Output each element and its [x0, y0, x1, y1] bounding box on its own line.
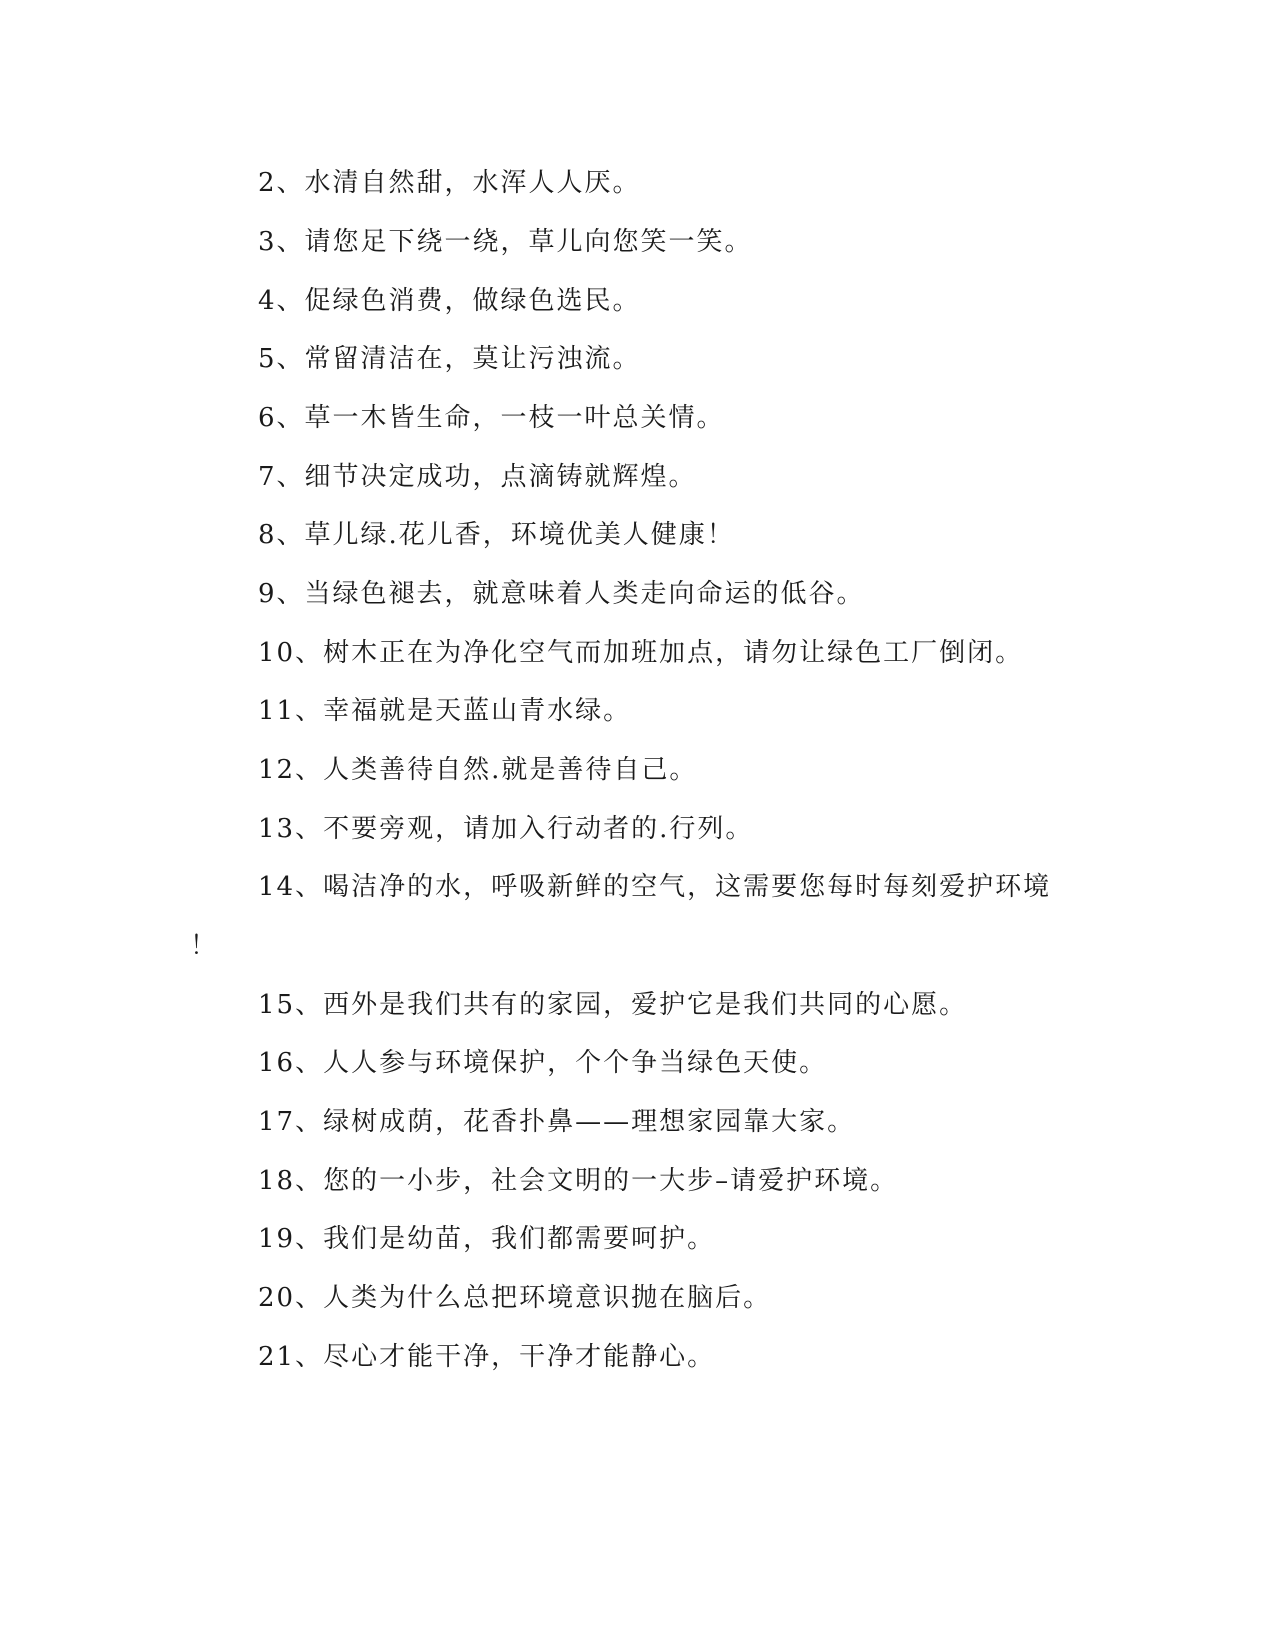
slogan-line-17: 17、绿树成荫，花香扑鼻——理想家园靠大家。 [258, 1107, 856, 1137]
slogan-line-10: 10、树木正在为净化空气而加班加点，请勿让绿色工厂倒闭。 [258, 638, 1024, 668]
slogan-line-16: 16、人人参与环境保护，个个争当绿色天使。 [258, 1048, 828, 1078]
slogan-line-14-continuation: ！ [190, 931, 219, 961]
slogan-line-13: 13、不要旁观，请加入行动者的.行列。 [258, 814, 754, 844]
slogan-line-4: 4、促绿色消费，做绿色选民。 [258, 286, 641, 316]
slogan-line-9: 9、当绿色褪去，就意味着人类走向命运的低谷。 [258, 579, 865, 609]
slogan-line-11: 11、幸福就是天蓝山青水绿。 [258, 696, 632, 726]
slogan-line-20: 20、人类为什么总把环境意识抛在脑后。 [258, 1283, 772, 1313]
slogan-line-5: 5、常留清洁在，莫让污浊流。 [258, 344, 641, 374]
slogan-line-15: 15、西外是我们共有的家园，爱护它是我们共同的心愿。 [258, 990, 968, 1020]
slogan-line-7: 7、细节决定成功，点滴铸就辉煌。 [258, 462, 697, 492]
slogan-line-2: 2、水清自然甜，水浑人人厌。 [258, 168, 641, 198]
slogan-line-6: 6、草一木皆生命，一枝一叶总关情。 [258, 403, 725, 433]
slogan-line-12: 12、人类善待自然.就是善待自己。 [258, 755, 698, 785]
slogan-line-8: 8、草儿绿.花儿香，环境优美人健康！ [258, 520, 735, 550]
slogan-line-14: 14、喝洁净的水，呼吸新鲜的空气，这需要您每时每刻爱护环境 [258, 872, 1052, 902]
slogan-line-18: 18、您的一小步，社会文明的一大步–请爱护环境。 [258, 1166, 899, 1196]
slogan-line-21: 21、尽心才能干净，干净才能静心。 [258, 1342, 716, 1372]
slogan-line-3: 3、请您足下绕一绕，草儿向您笑一笑。 [258, 227, 753, 257]
slogan-line-19: 19、我们是幼苗，我们都需要呵护。 [258, 1224, 716, 1254]
